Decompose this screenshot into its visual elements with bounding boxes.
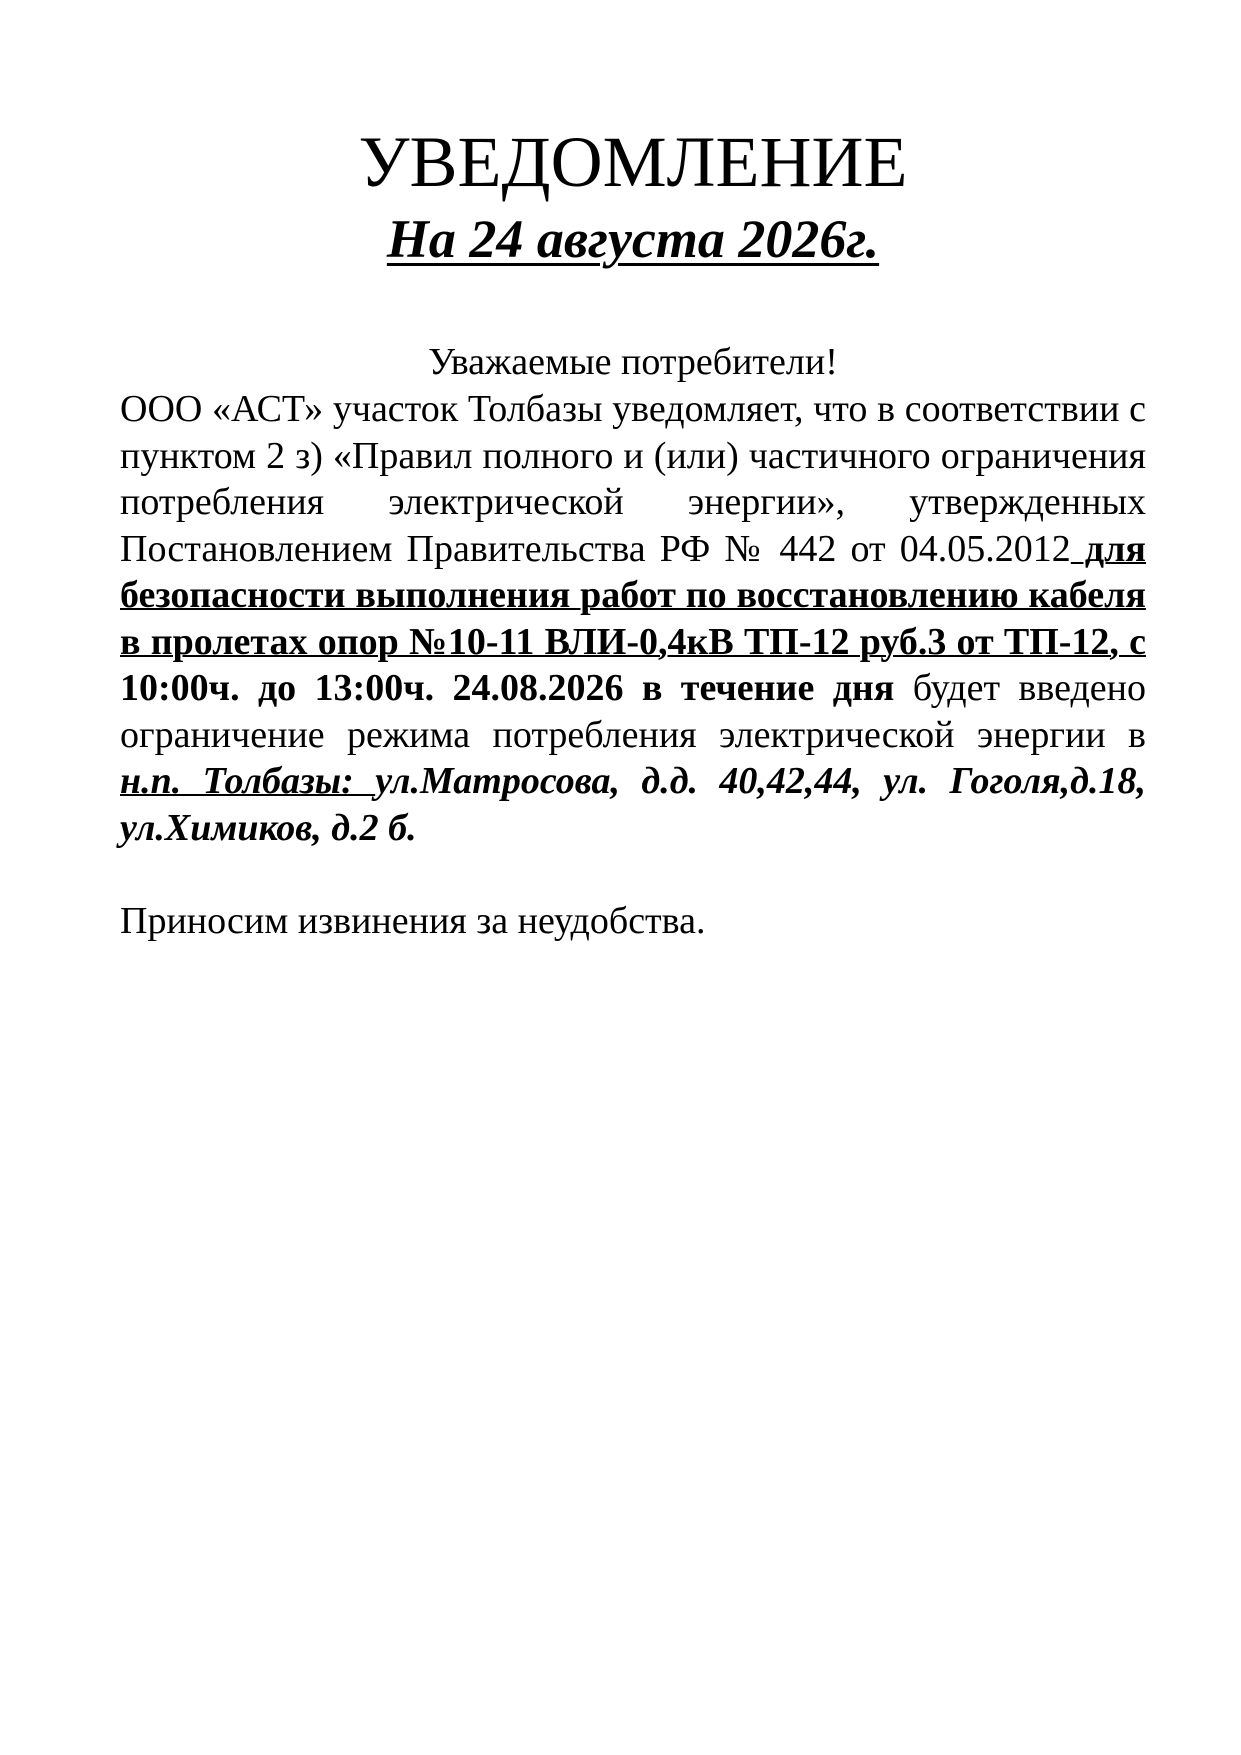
notice-page bbox=[120, 118, 1146, 945]
greeting: Уважаемые потребители! bbox=[428, 341, 838, 383]
body-purpose: для безопасности выполнения работ по восстановлению кабеля в пролетах опор №10-11 ВЛИ-0,4кВ ТП-12 руб.3 от ТП-12, с bbox=[120, 527, 1146, 663]
notice-date: На 24 августа 2026г. bbox=[386, 209, 880, 269]
body-time: 10:00ч. до 13:00ч. 24.08.2026 в течение дня bbox=[120, 667, 895, 709]
body-addresses: ул.Матросова, д.д. 40,42,44, ул. Гоголя,д.18, ул.Химиков, д.2 б. bbox=[120, 760, 1147, 849]
apology-text: Приносим извинения за неудобства. bbox=[120, 900, 706, 942]
notice-title: УВЕДОМЛЕНИЕ bbox=[358, 122, 908, 202]
body-locality: н.п. Толбазы: bbox=[120, 760, 376, 802]
body-restriction: будет введено ограничение режима потребления электрической энергии в bbox=[120, 667, 1146, 756]
body-intro: ООО «АСТ» участок Толбазы уведомляет, что в соответствии с пунктом 2 з) «Правил полного и (или) частичного ограничения потребления электрической энергии», утвержденных Постановлением Правительства РФ № 442 от 04.05.2012 bbox=[120, 388, 1146, 570]
notice-body bbox=[120, 386, 1146, 851]
